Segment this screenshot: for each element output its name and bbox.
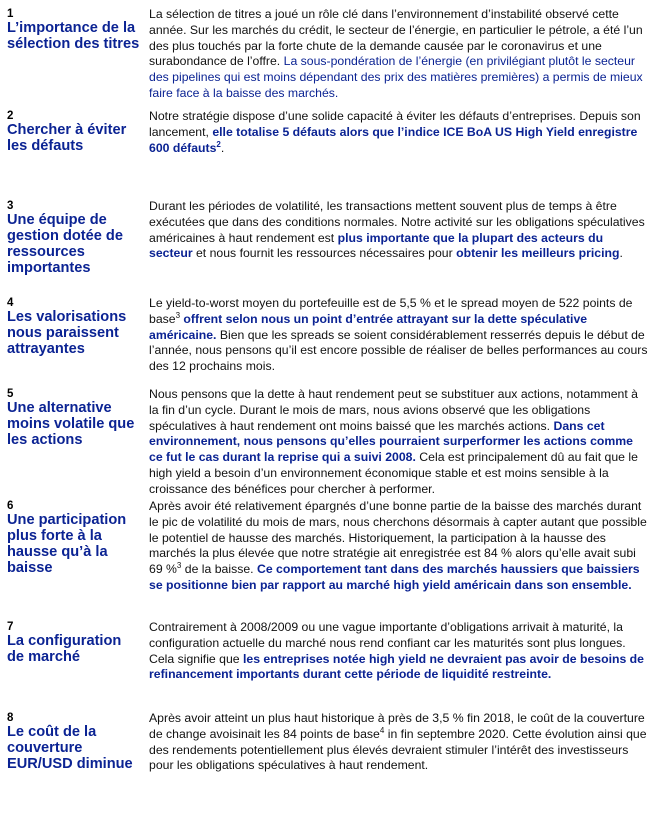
item-number: 3 (7, 200, 14, 212)
item-title: Une participation plus forte à la hausse qu’à la baisse (7, 512, 127, 576)
body-bold: Dans cet environnement, nous pensons qu’elles pourraient surperformer les actions comme ce fut le cas durant la reprise qui a suivi 2008. (149, 418, 633, 465)
body-text: Notre stratégie dispose d’une solide capacité à éviter les défauts d’entreprises. Depuis son lancement, (149, 109, 641, 139)
item-number: 2 (7, 110, 14, 122)
item-body (149, 387, 649, 498)
body-text: et nous fournit les ressources nécessaires pour (192, 246, 457, 261)
footnote-ref: 4 (379, 725, 385, 735)
body-text: La sélection de titres a joué un rôle clé dans l’environnement d’instabilité observé cette année. Sur les marchés du crédit, le secteur de l’énergie, en particulier le pétrole, a été l’un des plus touchés par la forte chute de la demande causée par le coronavirus et une surabondance de l’offre. (149, 7, 643, 69)
body-text: Cela est principalement dû au fait que le high yield a besoin d’un environnement économique stable et est moins sensible à la croissance des bénéfices pour chercher à performer. (149, 450, 638, 496)
body-highlight: La sous-pondération de l’énergie (en privilégiant plutôt le secteur des pipelines qui est moins dépendant des prix des matières premières) a permis de mieux faire face à la baisse des marchés. (149, 54, 643, 100)
item-body (149, 7, 649, 102)
body-text: Après avoir été relativement épargnés d’une bonne partie de la baisse des marchés durant le pic de volatilité du mois de mars, nous cherchons désormais à capter autant que possible le potentiel de hausse des marchés. Historiquement, la participation à la hausse des marchés la plus élevée que notre stratégie ait enregistrée est 84 % alors qu’elle avait subi 69 % (149, 499, 647, 577)
body-bold: Ce comportement tant dans des marchés haussiers que baissiers se positionne bien par rapport au marché high yield américain dans son ensemble. (149, 562, 640, 592)
item-number: 4 (7, 297, 14, 309)
body-bold: elle totalise 5 défauts alors que l’indice ICE BoA US High Yield enregistre 600 défauts (149, 124, 638, 155)
footnote-ref: 3 (175, 310, 181, 320)
body-text: de la baisse. (181, 562, 257, 577)
item-title: Chercher à éviter les défauts (7, 122, 127, 154)
footnote-ref: 2 (216, 139, 221, 149)
item-body (149, 711, 649, 774)
item-number: 5 (7, 388, 14, 400)
body-text: . (220, 140, 225, 155)
body-text: Nous pensons que la dette à haut rendement peut se substituer aux actions, notamment à la fin d’un cycle. Durant le mois de mars, nous avions observé que les obligations spéculatives à haut rendement ont moins baissé que les marchés actions. (149, 387, 638, 433)
item-body (149, 620, 649, 683)
item-title: Une alternative moins volatile que les actions (7, 400, 135, 448)
item-number: 8 (7, 712, 14, 724)
body-text: Durant les périodes de volatilité, les transactions mettent souvent plus de temps à être exécutées que dans des conditions normales. Notre activité sur les obligations spéculatives américaines à haut rendement est (149, 199, 645, 245)
item-body (149, 109, 649, 156)
item-title: Les valorisations nous paraissent attrayantes (7, 309, 127, 357)
item-title: Le coût de la couverture EUR/USD diminue (7, 724, 133, 772)
item-body (149, 199, 649, 262)
item-number: 1 (7, 8, 14, 20)
item-title: L’importance de la sélection des titres (7, 20, 140, 52)
body-bold: les entreprises notée high yield ne devraient pas avoir de besoins de refinancement importants durant cette période de liquidité restreinte. (149, 651, 644, 682)
body-text: Après avoir atteint un plus haut historique à près de 3,5 % fin 2018, le coût de la couverture de change avoisinait les 84 points de base (149, 711, 645, 741)
body-bold: plus importante que la plupart des acteurs du secteur (149, 230, 604, 261)
body-bold: obtenir les meilleurs pricing (456, 246, 620, 261)
body-text: . (619, 246, 623, 261)
item-body (149, 296, 649, 375)
body-text: Bien que les spreads se soient considérablement resserrés depuis le début de l’année, nous pensons qu’il est encore possible de réaliser de belles performances au cours des 12 prochains mois. (149, 327, 648, 374)
item-title: Une équipe de gestion dotée de ressources importantes (7, 212, 123, 276)
body-text: in fin septembre 2020. Cette évolution ainsi que des rendements potentiellement plus élevés devraient stimuler l’intérêt des investisseurs pour les obligations spéculatives à haut rendement. (149, 726, 647, 773)
item-number: 6 (7, 500, 14, 512)
body-bold: offrent selon nous un point d’entrée attrayant sur la dette spéculative américaine. (149, 311, 588, 342)
item-number: 7 (7, 621, 14, 633)
item-body (149, 499, 649, 594)
body-text: Contrairement à 2008/2009 ou une vague importante d’obligations arrivait à maturité, la configuration actuelle du marché nous rend confiant car les maturités sont plus longues. Cela signifie que (149, 620, 626, 666)
body-text: Le yield-to-worst moyen du portefeuille est de 5,5 % et le spread moyen de 522 points de base (149, 296, 633, 326)
item-title: La configuration de marché (7, 633, 122, 665)
footnote-ref: 3 (176, 561, 182, 571)
